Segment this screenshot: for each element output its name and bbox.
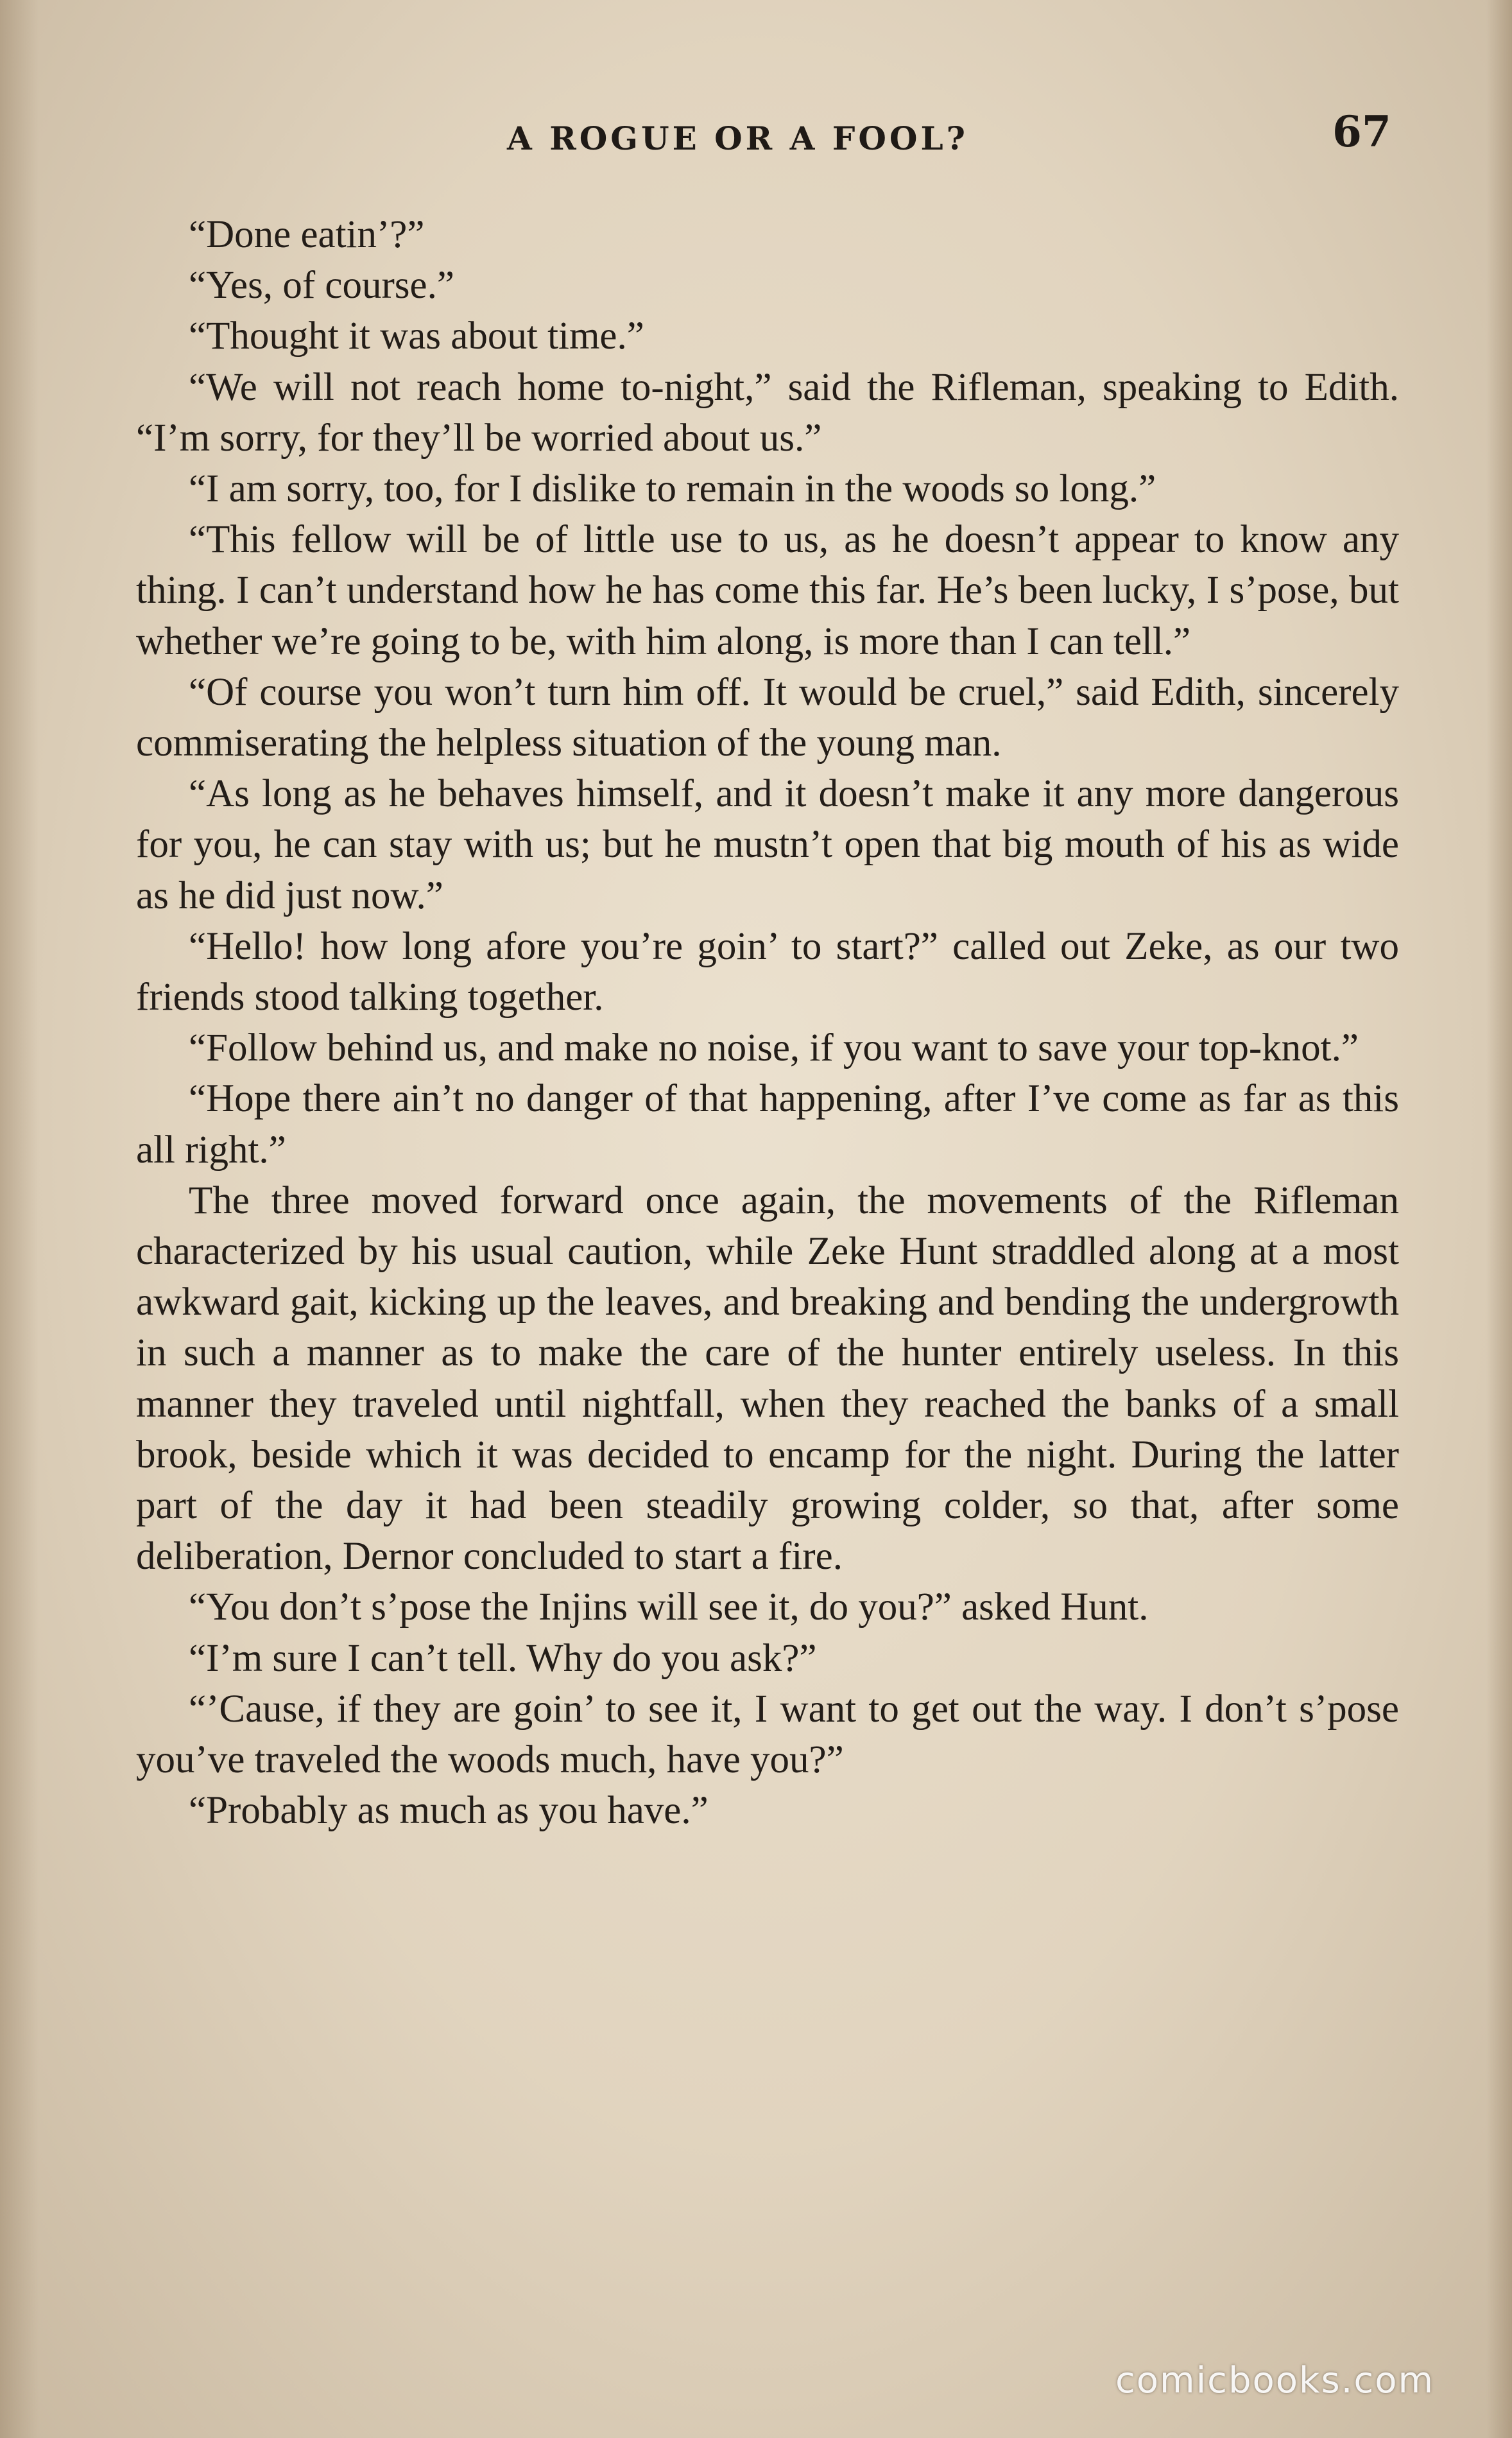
paragraph: “I am sorry, too, for I dislike to remain in the woods so long.” [189,467,1156,511]
paragraph: The three moved forward once again, the movements of the Rifleman characterized by his usual caution, while Zeke Hunt straddled along at a most awkward gait, kicking up the leaves, and breaking and bending the undergrowth in such a manner as to make the care of the hunter entirely useless. In this manner they traveled until nightfall, when they reached the banks of a small brook, beside which it was decided to encamp for the night. During the latter part of the day it had been steadily growing colder, so that, after some deliberation, Dernor concluded to start a fire. [136,1179,1399,1578]
paragraph: “We will not reach home to-night,” said the Rifleman, speaking to Edith. “I’m sorry, for they’ll be worried about us.” [136,365,1399,460]
paragraph: “’Cause, if they are goin’ to see it, I want to get out the way. I don’t s’pose you’ve traveled the woods much, have you?” [136,1687,1399,1782]
paragraph: “Follow behind us, and make no noise, if you want to save your top-knot.” [189,1026,1359,1070]
page-number: 67 [1332,107,1391,157]
paragraph: “Yes, of course.” [189,264,454,307]
paragraph: “This fellow will be of little use to us, as he doesn’t appear to know any thing. I can’t understand how he has come this far. He’s been lucky, I s’pose, but whether we’re going to be, with him along, is more than I can tell.” [136,518,1399,663]
body-text [136,209,1399,1837]
paragraph: “Probably as much as you have.” [189,1789,709,1833]
paragraph: “Hope there ain’t no danger of that happening, after I’ve come as far as this all right.” [136,1077,1399,1171]
paragraph: “Thought it was about time.” [189,315,644,358]
paragraph: “Of course you won’t turn him off. It would be cruel,” said Edith, sincerely commiserating the helpless situation of the young man. [136,670,1399,765]
paragraph: “Hello! how long afore you’re goin’ to start?” called out Zeke, as our two friends stood talking together. [136,924,1399,1019]
paragraph: “I’m sure I can’t tell. Why do you ask?” [189,1636,817,1680]
site-watermark: comicbooks.com [1115,2360,1435,2401]
running-title: A ROGUE OR A FOOL? [507,119,968,157]
paragraph: “As long as he behaves himself, and it doesn’t make it any more dangerous for you, he can stay with us; but he mustn’t open that big mouth of his as wide as he did just now.” [136,772,1399,917]
paragraph: “You don’t s’pose the Injins will see it, do you?” asked Hunt. [189,1586,1149,1629]
paragraph: “Done eatin’?” [189,213,425,256]
